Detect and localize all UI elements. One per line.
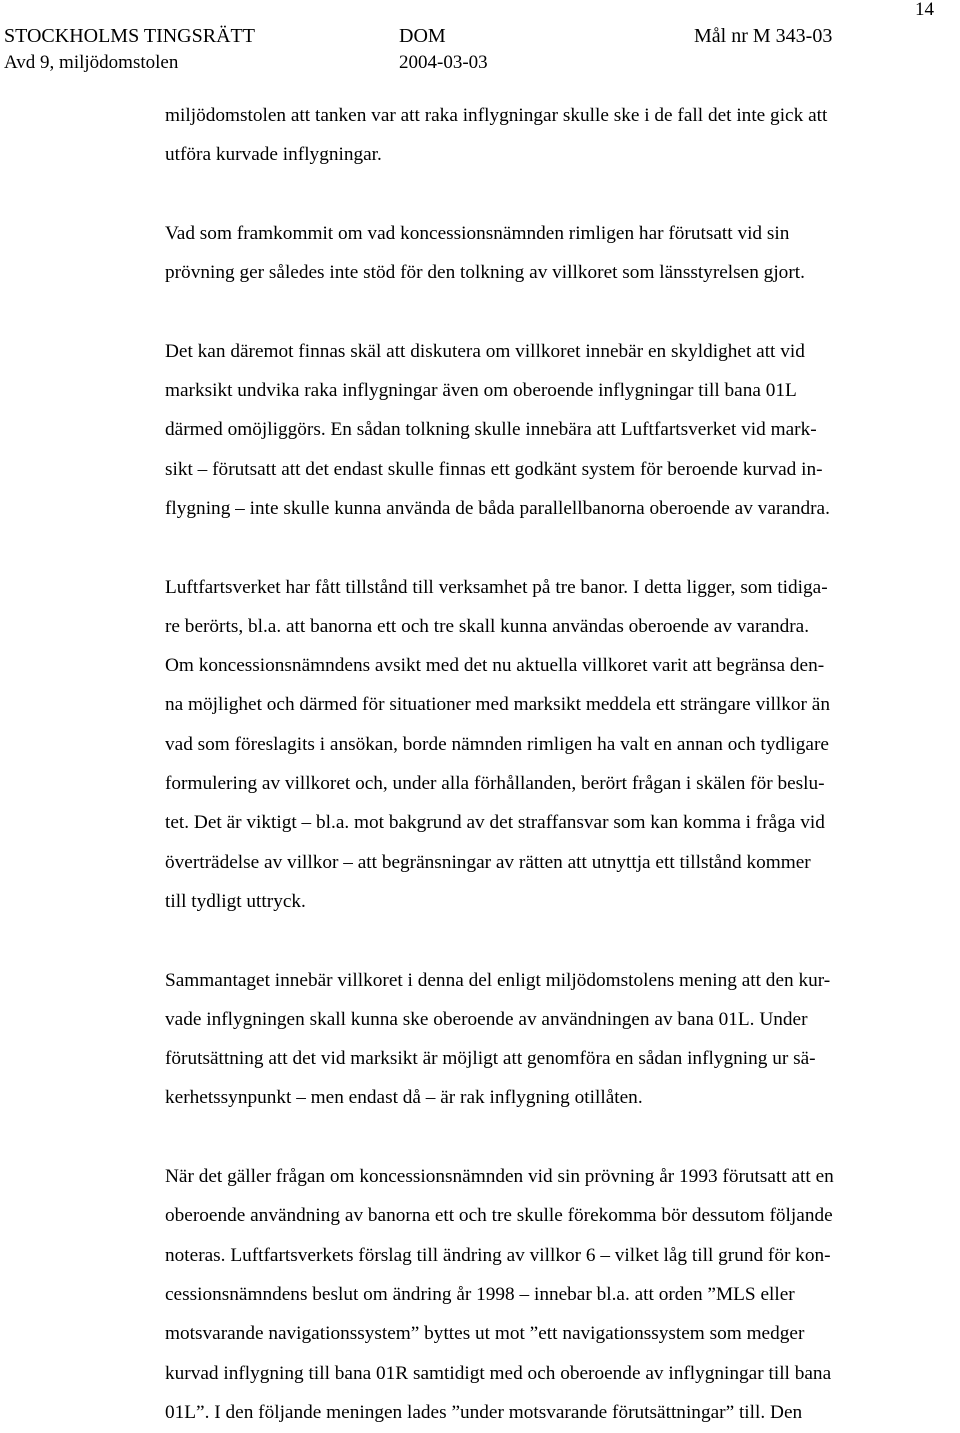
page-header	[0, 0, 960, 80]
text-line: na möjlighet och därmed för situationer med marksikt meddela ett strängare villkor än	[165, 694, 830, 716]
document-body	[165, 96, 955, 1432]
paragraph	[165, 214, 955, 293]
paragraph	[165, 332, 955, 528]
case-number: Mål nr M 343-03	[694, 25, 833, 47]
text-line: re berörts, bl.a. att banorna ett och tre skall kunna användas oberoende av varandra.	[165, 615, 810, 637]
document-type: DOM	[399, 25, 446, 47]
text-line: vad som föreslagits i ansökan, borde nämnden rimligen ha valt en annan och tydligare	[165, 733, 829, 755]
paragraph	[165, 1157, 955, 1432]
text-line: tet. Det är viktigt – bl.a. mot bakgrund av det straffansvar som kan komma i fråga vid	[165, 812, 825, 834]
department: Avd 9, miljödomstolen	[4, 52, 179, 73]
text-line: till tydligt uttryck.	[165, 890, 306, 912]
page-number: 14	[915, 0, 934, 20]
text-line: cessionsnämndens beslut om ändring år 1998 – innebar bl.a. att orden ”MLS eller	[165, 1283, 795, 1305]
paragraph	[165, 96, 955, 175]
text-line: formulering av villkoret och, under alla förhållanden, berört frågan i skälen för beslu-	[165, 773, 825, 795]
text-line: kurvad inflygning till bana 01R samtidigt med och oberoende av inflygningar till bana	[165, 1362, 832, 1384]
document-date: 2004-03-03	[399, 52, 488, 73]
text-line: Sammantaget innebär villkoret i denna del enligt miljödomstolens mening att den kur-	[165, 969, 831, 991]
paragraph	[165, 568, 955, 922]
text-line: Det kan däremot finnas skäl att diskutera om villkoret innebär en skyldighet att vid	[165, 340, 805, 362]
text-line: motsvarande navigationssystem” byttes ut mot ”ett navigationssystem som medger	[165, 1323, 805, 1345]
text-line: noteras. Luftfartsverkets förslag till ändring av villkor 6 – vilket låg till grund för kon-	[165, 1244, 831, 1266]
text-line: 01L”. I den följande meningen lades ”under motsvarande förutsättningar” till. Den	[165, 1401, 803, 1423]
text-line: vade inflygningen skall kunna ske oberoende av användningen av bana 01L. Under	[165, 1008, 808, 1030]
text-line: oberoende användning av banorna ett och tre skulle förekomma bör dessutom följande	[165, 1205, 833, 1227]
text-line: därmed omöjliggörs. En sådan tolkning skulle innebära att Luftfartsverket vid mark-	[165, 419, 817, 441]
text-line: utföra kurvade inflygningar.	[165, 144, 382, 166]
text-line: flygning – inte skulle kunna använda de båda parallellbanorna oberoende av varandra.	[165, 497, 830, 519]
text-line: sikt – förutsatt att det endast skulle finnas ett godkänt system för beroende kurvad in-	[165, 458, 823, 480]
text-line: Vad som framkommit om vad koncessionsnämnden rimligen har förutsatt vid sin	[165, 222, 790, 244]
text-line: marksikt undvika raka inflygningar även om oberoende inflygningar till bana 01L	[165, 380, 797, 402]
text-line: När det gäller frågan om koncessionsnämnden vid sin prövning år 1993 förutsatt att en	[165, 1166, 834, 1188]
text-line: miljödomstolen att tanken var att raka inflygningar skulle ske i de fall det inte gick att	[165, 105, 828, 126]
text-line: överträdelse av villkor – att begränsningar av rätten att utnyttja ett tillstånd kommer	[165, 851, 811, 873]
text-line: Luftfartsverket har fått tillstånd till verksamhet på tre banor. I detta ligger, som tidiga-	[165, 576, 828, 598]
text-line: prövning ger således inte stöd för den tolkning av villkoret som länsstyrelsen gjort.	[165, 262, 805, 284]
text-line: förutsättning att det vid marksikt är möjligt att genomföra en sådan inflygning ur sä-	[165, 1048, 816, 1070]
text-line: Om koncessionsnämndens avsikt med det nu aktuella villkoret varit att begränsa den-	[165, 655, 825, 677]
court-name: STOCKHOLMS TINGSRÄTT	[4, 25, 255, 47]
text-line: kerhetssynpunkt – men endast då – är rak inflygning otillåten.	[165, 1087, 643, 1109]
paragraph	[165, 961, 955, 1118]
